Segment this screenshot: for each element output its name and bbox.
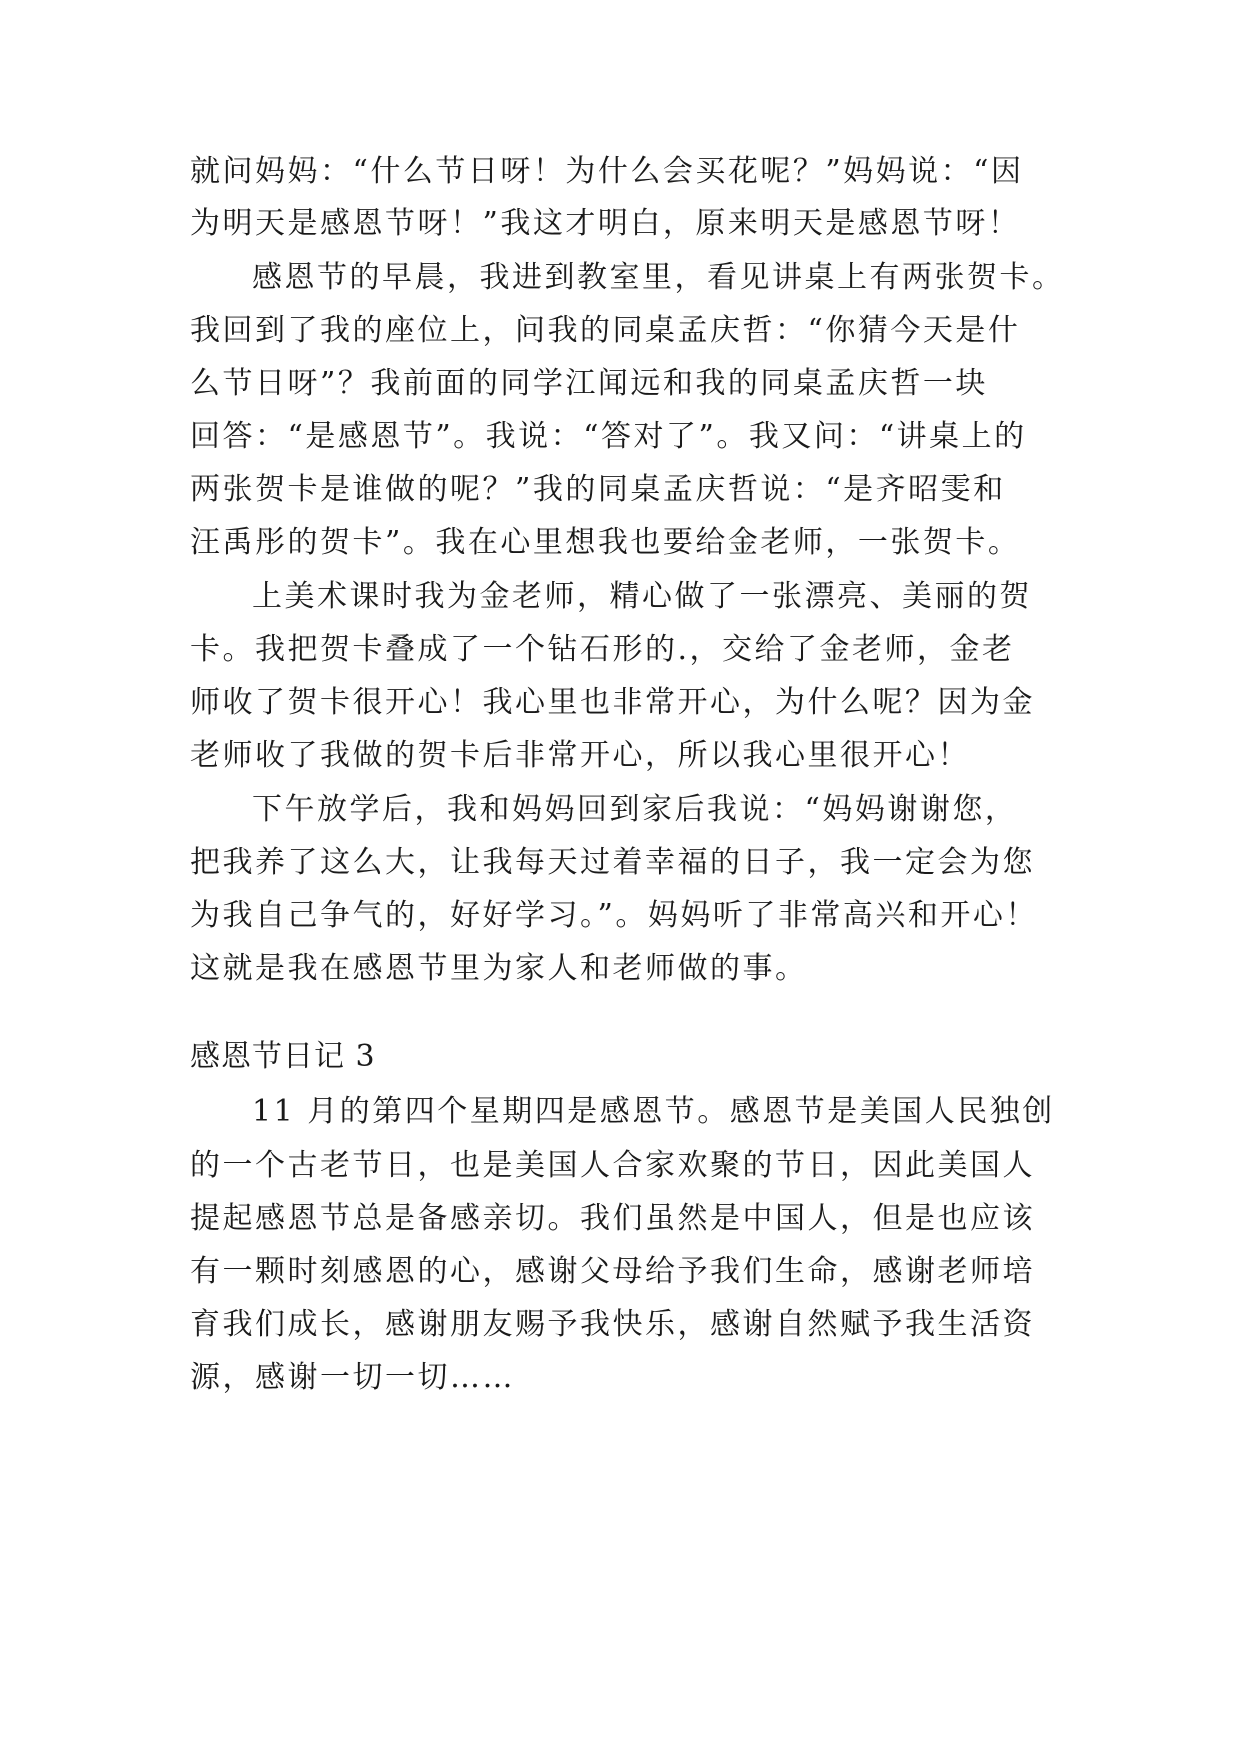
paragraph-line: 么节日呀”？我前面的同学江闻远和我的同桌孟庆哲一块 — [190, 366, 988, 401]
paragraph-line: 两张贺卡是谁做的呢？”我的同桌孟庆哲说：“是齐昭雯和 — [190, 472, 1006, 507]
paragraph-line: 的一个古老节日，也是美国人合家欢聚的节日，因此美国人 — [190, 1148, 1035, 1183]
paragraph-line: 上美术课时我为金老师，精心做了一张漂亮、美丽的贺 — [252, 579, 1032, 614]
paragraph-line: 我回到了我的座位上，问我的同桌孟庆哲：“你猜今天是什 — [190, 313, 1021, 348]
paragraph-line: 下午放学后，我和妈妈回到家后我说：“妈妈谢谢您， — [252, 792, 1018, 827]
paragraph-line: 就问妈妈：“什么节日呀！为什么会买花呢？”妈妈说：“因 — [190, 154, 1024, 189]
paragraph-line: 把我养了这么大，让我每天过着幸福的日子，我一定会为您 — [190, 845, 1035, 880]
paragraph-line: 源，感谢一切一切…… — [190, 1360, 515, 1395]
paragraph-line: 回答：“是感恩节”。我说：“答对了”。我又问：“讲桌上的 — [190, 419, 1027, 454]
section-heading: 感恩节日记 3 — [190, 1039, 376, 1074]
paragraph-line: 感恩节的早晨，我进到教室里，看见讲桌上有两张贺卡。 — [252, 260, 1065, 295]
paragraph-line: 育我们成长，感谢朋友赐予我快乐，感谢自然赋予我生活资 — [190, 1307, 1035, 1342]
paragraph-line: 卡。我把贺卡叠成了一个钻石形的.，交给了金老师，金老 — [190, 632, 1015, 667]
paragraph-line: 有一颗时刻感恩的心，感谢父母给予我们生命，感谢老师培 — [190, 1254, 1035, 1289]
paragraph-line: 为我自己争气的，好好学习。”。妈妈听了非常高兴和开心！ — [190, 898, 1038, 933]
paragraph-line: 这就是我在感恩节里为家人和老师做的事。 — [190, 951, 808, 986]
paragraph-line: 老师收了我做的贺卡后非常开心，所以我心里很开心！ — [190, 738, 970, 773]
paragraph-line: 11 月的第四个星期四是感恩节。感恩节是美国人民独创 — [252, 1094, 1055, 1129]
paragraph-line: 提起感恩节总是备感亲切。我们虽然是中国人，但是也应该 — [190, 1201, 1035, 1236]
paragraph-line: 汪禹彤的贺卡”。我在心里想我也要给金老师，一张贺卡。 — [190, 525, 1021, 560]
paragraph-line: 师收了贺卡很开心！我心里也非常开心，为什么呢？因为金 — [190, 685, 1035, 720]
paragraph-line: 为明天是感恩节呀！”我这才明白，原来明天是感恩节呀！ — [190, 206, 1021, 241]
